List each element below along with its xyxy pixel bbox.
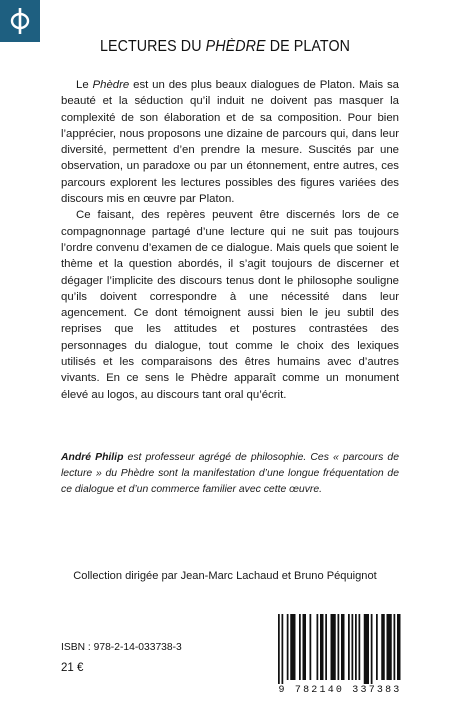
- paragraph-1: [61, 77, 399, 207]
- paragraph-2: Ce faisant, des repères peuvent être discernés lors de ce compagnonnage partagé d’une lecture qui ne suit pas toujours l’ordre convenu d’examen de ce dialogue. Mais quels que soient le thème et la question abordés, il s’agit toujours de discerner et dégager l’implicite des discours tenus dont le philosophe souligne qu’ils doivent correspondre à une nécessité dans leur agencement. Ce dont témoignent aussi bien le jeu subtil des reprises que les attitudes et postures contrastées des personnages du dialogue, tout comme le choix des lexiques utilisés et les comparaisons des êtres humains avec d’autres vivants. En ce sens le Phèdre apparaît comme un monument élevé au logos, au discours tant oral qu’écrit.: [61, 209, 399, 401]
- barcode-bar: [299, 614, 301, 680]
- price: 21 €: [61, 662, 84, 674]
- p1-rest: est un des plus beaux dialogues de Platon. Mais sa beauté et la séduction qu’il induit ne doivent pas masquer la complexité de son élaboration et de sa composition. Pour bien l’apprécier, nous proposons une dizaine de parcours qui, dans leur diversité, permettent d’en prendre la mesure. Suscités par une observation, un paradoxe ou par un étonnement, entre autres, ces parcours explorent les lectures possibles des figures variées des discours mis en œuvre par Platon.: [61, 79, 399, 206]
- back-cover-text: [61, 77, 399, 403]
- barcode-bar: [364, 614, 369, 684]
- barcode-bar: [394, 614, 396, 680]
- barcode-bar: [338, 614, 340, 680]
- isbn: ISBN : 978-2-14-033738-3: [61, 642, 182, 653]
- barcode-bar: [397, 614, 401, 680]
- barcode-bar: [325, 614, 327, 680]
- title-suffix: DE PLATON: [265, 38, 351, 55]
- barcode-bar: [355, 614, 357, 680]
- barcode-bar: [290, 614, 295, 680]
- book-title: [18, 38, 432, 56]
- barcode-bar: [371, 614, 373, 684]
- barcode-bar: [359, 614, 361, 680]
- title-italic: PHÈDRE: [205, 38, 266, 55]
- barcode-bar: [387, 614, 392, 680]
- barcode-bar: [303, 614, 307, 680]
- barcode-bar: [317, 614, 319, 680]
- barcode-bar: [381, 614, 385, 680]
- author-bio-text: est professeur agrégé de philosophie. Ces « parcours de lecture » du Phèdre sont la manifestation d’une longue fréquentation de ce dialogue et d’un commerce familier avec cette œuvre.: [61, 452, 399, 495]
- barcode-bars: [272, 612, 408, 684]
- p1-italic-title: Phèdre: [92, 79, 130, 91]
- publisher-logo: [0, 0, 40, 42]
- barcode-bar: [352, 614, 354, 680]
- barcode-bar: [348, 614, 350, 680]
- title-prefix: LECTURES DU: [99, 38, 206, 55]
- barcode-bar: [341, 614, 345, 680]
- barcode-digits: 9 782140 337383: [278, 685, 402, 696]
- barcode-bar: [282, 614, 284, 684]
- author-name: André Philip: [61, 452, 124, 463]
- barcode-bar: [278, 614, 280, 684]
- author-bio: [61, 450, 399, 498]
- barcode: [272, 612, 408, 694]
- barcode-bar: [310, 614, 312, 680]
- collection-note: Collection dirigée par Jean-Marc Lachaud et Bruno Péquignot: [73, 570, 377, 582]
- barcode-bar: [331, 614, 336, 680]
- barcode-bar: [287, 614, 289, 680]
- barcode-bar: [376, 614, 378, 680]
- barcode-bar: [320, 614, 324, 680]
- p1-start: Le: [76, 79, 93, 91]
- phi-icon: [9, 6, 31, 36]
